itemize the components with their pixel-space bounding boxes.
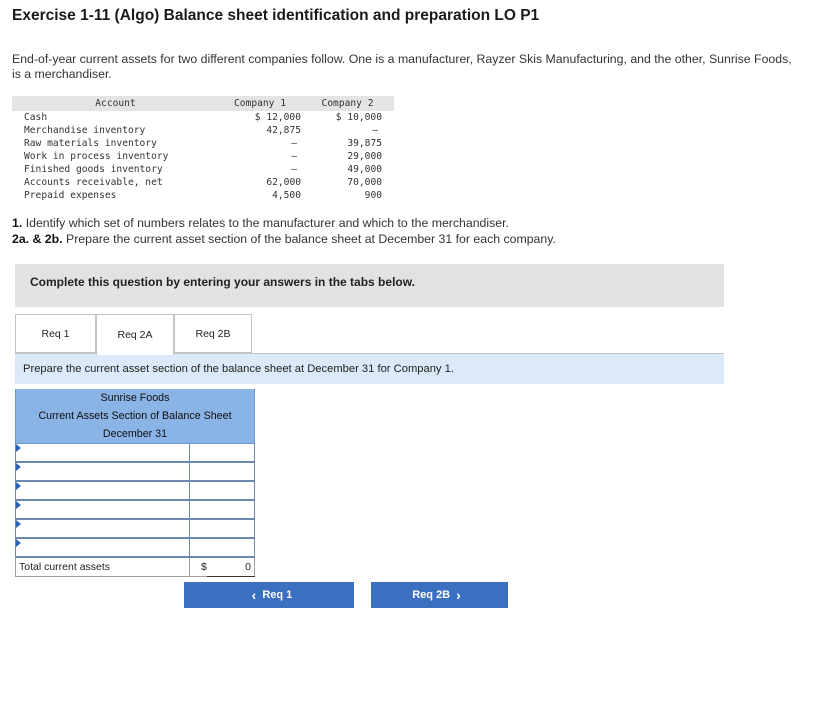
input-row <box>16 462 255 481</box>
next-button-label: Req 2B <box>412 589 451 601</box>
account-dropdown[interactable] <box>16 481 190 500</box>
company-1-value: 62,000 <box>266 177 301 188</box>
table-row <box>12 163 394 176</box>
balance-sheet-table <box>15 389 255 577</box>
chevron-right-icon: › <box>456 587 461 603</box>
balance-sheet-header <box>16 425 255 444</box>
amount-input[interactable] <box>190 500 255 519</box>
table-row <box>12 137 394 150</box>
exercise-title: Exercise 1-11 (Algo) Balance sheet identification and preparation LO P1 <box>12 7 540 24</box>
dropdown-flag-icon <box>16 520 21 528</box>
table-row <box>12 124 394 137</box>
question-1 <box>12 215 556 231</box>
company-1-value: $ 12,000 <box>254 112 301 123</box>
input-row <box>16 500 255 519</box>
tab-req-2a[interactable]: Req 2A <box>96 314 174 355</box>
company-2-value: 70,000 <box>347 177 382 188</box>
total-row <box>16 557 255 577</box>
company-1-value: – <box>291 138 297 149</box>
account-dropdown[interactable] <box>16 519 190 538</box>
account-dropdown[interactable] <box>16 462 190 481</box>
statement-heading: Current Assets Section of Balance Sheet <box>16 407 255 425</box>
col-header-company-2: Company 2 <box>301 96 394 111</box>
question-1-number: 1. <box>12 216 23 230</box>
account-dropdown[interactable] <box>16 538 190 557</box>
tab-req-1[interactable]: Req 1 <box>15 314 96 353</box>
dropdown-flag-icon <box>16 539 21 547</box>
amount-input[interactable] <box>190 538 255 557</box>
account-dropdown[interactable] <box>16 444 190 463</box>
company-2-value: 900 <box>364 190 382 201</box>
question-1-text: Identify which set of numbers relates to the manufacturer and which to the merchandiser. <box>25 216 509 230</box>
balance-sheet-header <box>16 389 255 407</box>
statement-date: December 31 <box>16 425 255 444</box>
account-name: Finished goods inventory <box>24 164 163 175</box>
table-row <box>12 189 394 202</box>
dropdown-flag-icon <box>16 482 21 490</box>
input-row <box>16 538 255 557</box>
table-row <box>12 176 394 189</box>
input-row <box>16 519 255 538</box>
next-button[interactable] <box>371 582 508 608</box>
table-row <box>12 150 394 163</box>
account-dropdown[interactable] <box>16 500 190 519</box>
chevron-left-icon: ‹ <box>251 587 257 603</box>
account-name: Prepaid expenses <box>24 190 117 201</box>
company-1-value: 4,500 <box>272 190 301 201</box>
account-name: Raw materials inventory <box>24 138 157 149</box>
company-1-value: – <box>291 164 297 175</box>
account-name: Work in process inventory <box>24 151 169 162</box>
question-2 <box>12 231 556 247</box>
dropdown-flag-icon <box>16 463 21 471</box>
question-list <box>12 215 556 247</box>
accounts-table <box>12 96 394 202</box>
company-2-value: – <box>372 125 378 136</box>
company-1-value: 42,875 <box>266 125 301 136</box>
prev-button-label: Req 1 <box>262 589 293 601</box>
total-label: Total current assets <box>16 557 190 577</box>
col-header-account: Account <box>12 96 219 111</box>
intro-text: End-of-year current assets for two different companies follow. One is a manufacturer, Rayzer Skis Manufacturing, and the other, Sunrise Foods, is a merchandiser. <box>12 52 792 81</box>
balance-sheet-header <box>16 407 255 425</box>
company-1-value: – <box>291 151 297 162</box>
instruction-bar: Prepare the current asset section of the balance sheet at December 31 for Company 1. <box>15 353 724 384</box>
dropdown-flag-icon <box>16 444 21 452</box>
dropdown-flag-icon <box>16 501 21 509</box>
account-name: Merchandise inventory <box>24 125 146 136</box>
company-2-value: 29,000 <box>347 151 382 162</box>
complete-prompt: Complete this question by entering your answers in the tabs below. <box>15 264 724 307</box>
table-row <box>12 111 394 124</box>
total-value: 0 <box>207 557 255 577</box>
company-name: Sunrise Foods <box>16 389 255 407</box>
question-2-text: Prepare the current asset section of the balance sheet at December 31 for each company. <box>66 232 556 246</box>
account-name: Cash <box>24 112 48 123</box>
input-row <box>16 444 255 463</box>
input-row <box>16 481 255 500</box>
amount-input[interactable] <box>190 481 255 500</box>
amount-input[interactable] <box>190 519 255 538</box>
question-2-number: 2a. & 2b. <box>12 232 63 246</box>
company-2-value: 49,000 <box>347 164 382 175</box>
company-2-value: $ 10,000 <box>335 112 382 123</box>
company-2-value: 39,875 <box>347 138 382 149</box>
account-name: Accounts receivable, net <box>24 177 163 188</box>
accounts-table-header <box>12 96 394 111</box>
total-currency: $ <box>190 557 208 577</box>
amount-input[interactable] <box>190 444 255 463</box>
prev-button[interactable] <box>184 582 354 608</box>
amount-input[interactable] <box>190 462 255 481</box>
col-header-company-1: Company 1 <box>219 96 301 111</box>
tab-req-2b[interactable]: Req 2B <box>174 314 252 353</box>
